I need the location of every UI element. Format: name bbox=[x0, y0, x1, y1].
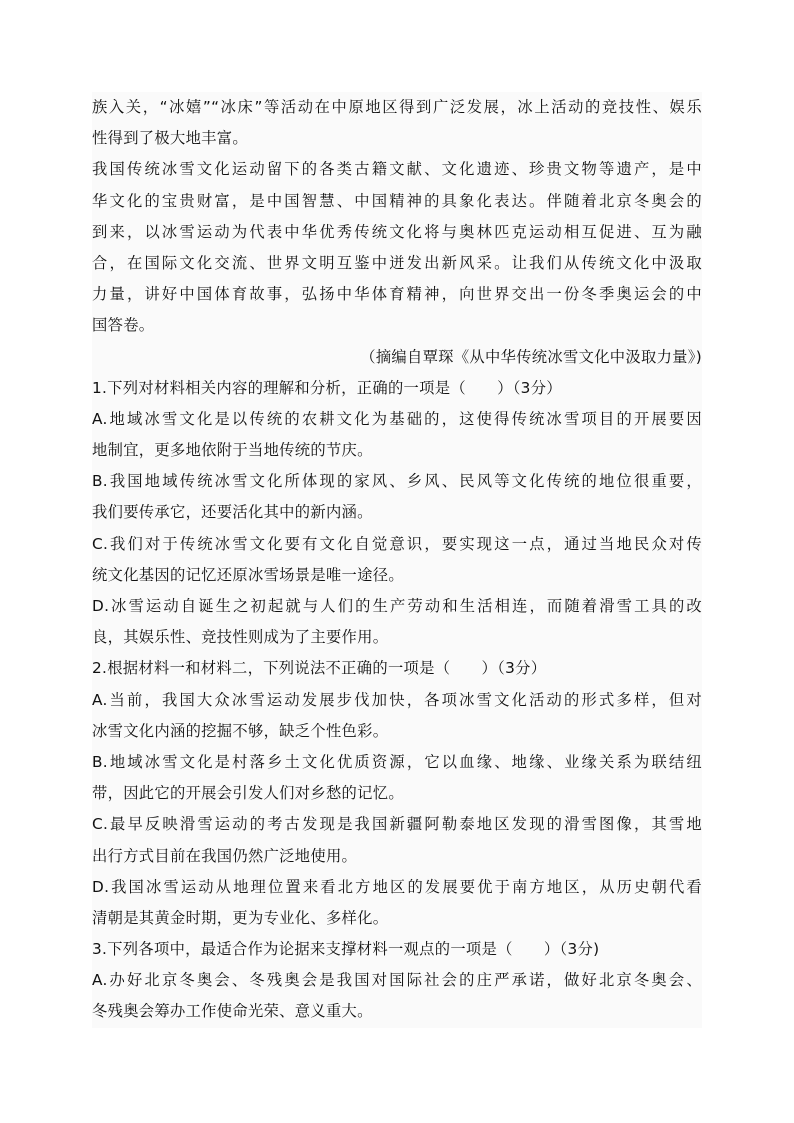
option-line: A.办好北京冬奥会、冬残奥会是我国对国际社会的庄严承诺，做好北京冬奥会、 bbox=[92, 971, 702, 990]
question-2 bbox=[92, 653, 702, 934]
option-line: 冬残奥会筹办工作使命光荣、意义重大。 bbox=[92, 1002, 373, 1021]
option-line: A.当前，我国大众冰雪运动发展步伐加快，各项冰雪文化活动的形式多样，但对 bbox=[92, 690, 702, 709]
option-line: 出行方式目前在我国仍然广泛地使用。 bbox=[92, 846, 358, 865]
text-line: 族入关，“冰嬉”“冰床”等活动在中原地区得到广泛发展，冰上活动的竞技性、娱乐 bbox=[92, 98, 702, 116]
option-c bbox=[92, 809, 702, 871]
text-line: 国答卷。 bbox=[92, 316, 155, 335]
option-d bbox=[92, 591, 702, 653]
question-1 bbox=[92, 373, 702, 654]
option-a bbox=[92, 404, 702, 466]
option-line: 良，其娱乐性、竞技性则成为了主要作用。 bbox=[92, 628, 389, 647]
option-line: D.我国冰雪运动从地理位置来看北方地区的发展要优于南方地区，从历史朝代看 bbox=[92, 877, 702, 896]
option-line: B.我国地域传统冰雪文化所体现的家风、乡风、民风等文化传统的地位很重要， bbox=[92, 472, 702, 491]
option-line: 带，因此它的开展会引发人们对乡愁的记忆。 bbox=[92, 784, 404, 803]
source-citation: （摘编自覃琛《从中华传统冰雪文化中汲取力量》) bbox=[360, 347, 702, 366]
option-line: 冰雪文化内涵的挖掘不够，缺乏个性色彩。 bbox=[92, 721, 389, 740]
option-line: 地制宜，更多地依附于当地传统的节庆。 bbox=[92, 441, 373, 460]
question-stem: 1.下列对材料相关内容的理解和分析，正确的一项是（ ）（3分） bbox=[92, 378, 562, 397]
text-line: 力量，讲好中国体育故事，弘扬中华体育精神，向世界交出一份冬季奥运会的中 bbox=[92, 285, 702, 304]
option-line: C.最早反映滑雪运动的考古发现是我国新疆阿勒泰地区发现的滑雪图像，其雪地 bbox=[92, 815, 702, 834]
question-3 bbox=[92, 934, 702, 1028]
option-line: 统文化基因的记忆还原冰雪场景是唯一途径。 bbox=[92, 565, 404, 584]
option-b bbox=[92, 466, 702, 528]
document-body bbox=[92, 92, 702, 1028]
paragraph-2 bbox=[92, 154, 702, 341]
question-stem: 2.根据材料一和材料二，下列说法不正确的一项是（ ）（3分） bbox=[92, 659, 547, 678]
paragraph-1 bbox=[92, 92, 702, 154]
option-line: D.冰雪运动自诞生之初起就与人们的生产劳动和生活相连，而随着滑雪工具的改 bbox=[92, 597, 702, 615]
option-a bbox=[92, 965, 702, 1027]
text-line: 到来，以冰雪运动为代表中华优秀传统文化将与奥林匹克运动相互促进、互为融 bbox=[92, 222, 702, 241]
text-line: 性得到了极大地丰富。 bbox=[92, 129, 248, 148]
option-line: 清朝是其黄金时期，更为专业化、多样化。 bbox=[92, 908, 389, 927]
option-a bbox=[92, 685, 702, 747]
text-line: 华文化的宝贵财富，是中国智慧、中国精神的具象化表达。伴随着北京冬奥会的 bbox=[92, 191, 702, 210]
option-line: C.我们对于传统冰雪文化要有文化自觉意识，要实现这一点，通过当地民众对传 bbox=[92, 534, 702, 553]
text-line: 我国传统冰雪文化运动留下的各类古籍文献、文化遗迹、珍贵文物等遗产，是中 bbox=[92, 160, 702, 179]
option-line: B.地域冰雪文化是村落乡土文化优质资源，它以血缘、地缘、业缘关系为联结纽 bbox=[92, 752, 702, 771]
text-line: 合，在国际文化交流、世界文明互鉴中迸发出新风采。让我们从传统文化中汲取 bbox=[92, 253, 702, 272]
option-c bbox=[92, 529, 702, 591]
option-d bbox=[92, 872, 702, 934]
option-line: A.地域冰雪文化是以传统的农耕文化为基础的，这使得传统冰雪项目的开展要因 bbox=[92, 409, 702, 428]
option-line: 我们要传承它，还要活化其中的新内涵。 bbox=[92, 503, 373, 522]
option-b bbox=[92, 747, 702, 809]
question-stem: 3.下列各项中，最适合作为论据来支撑材料一观点的一项是（ ）（3分) bbox=[92, 940, 600, 959]
